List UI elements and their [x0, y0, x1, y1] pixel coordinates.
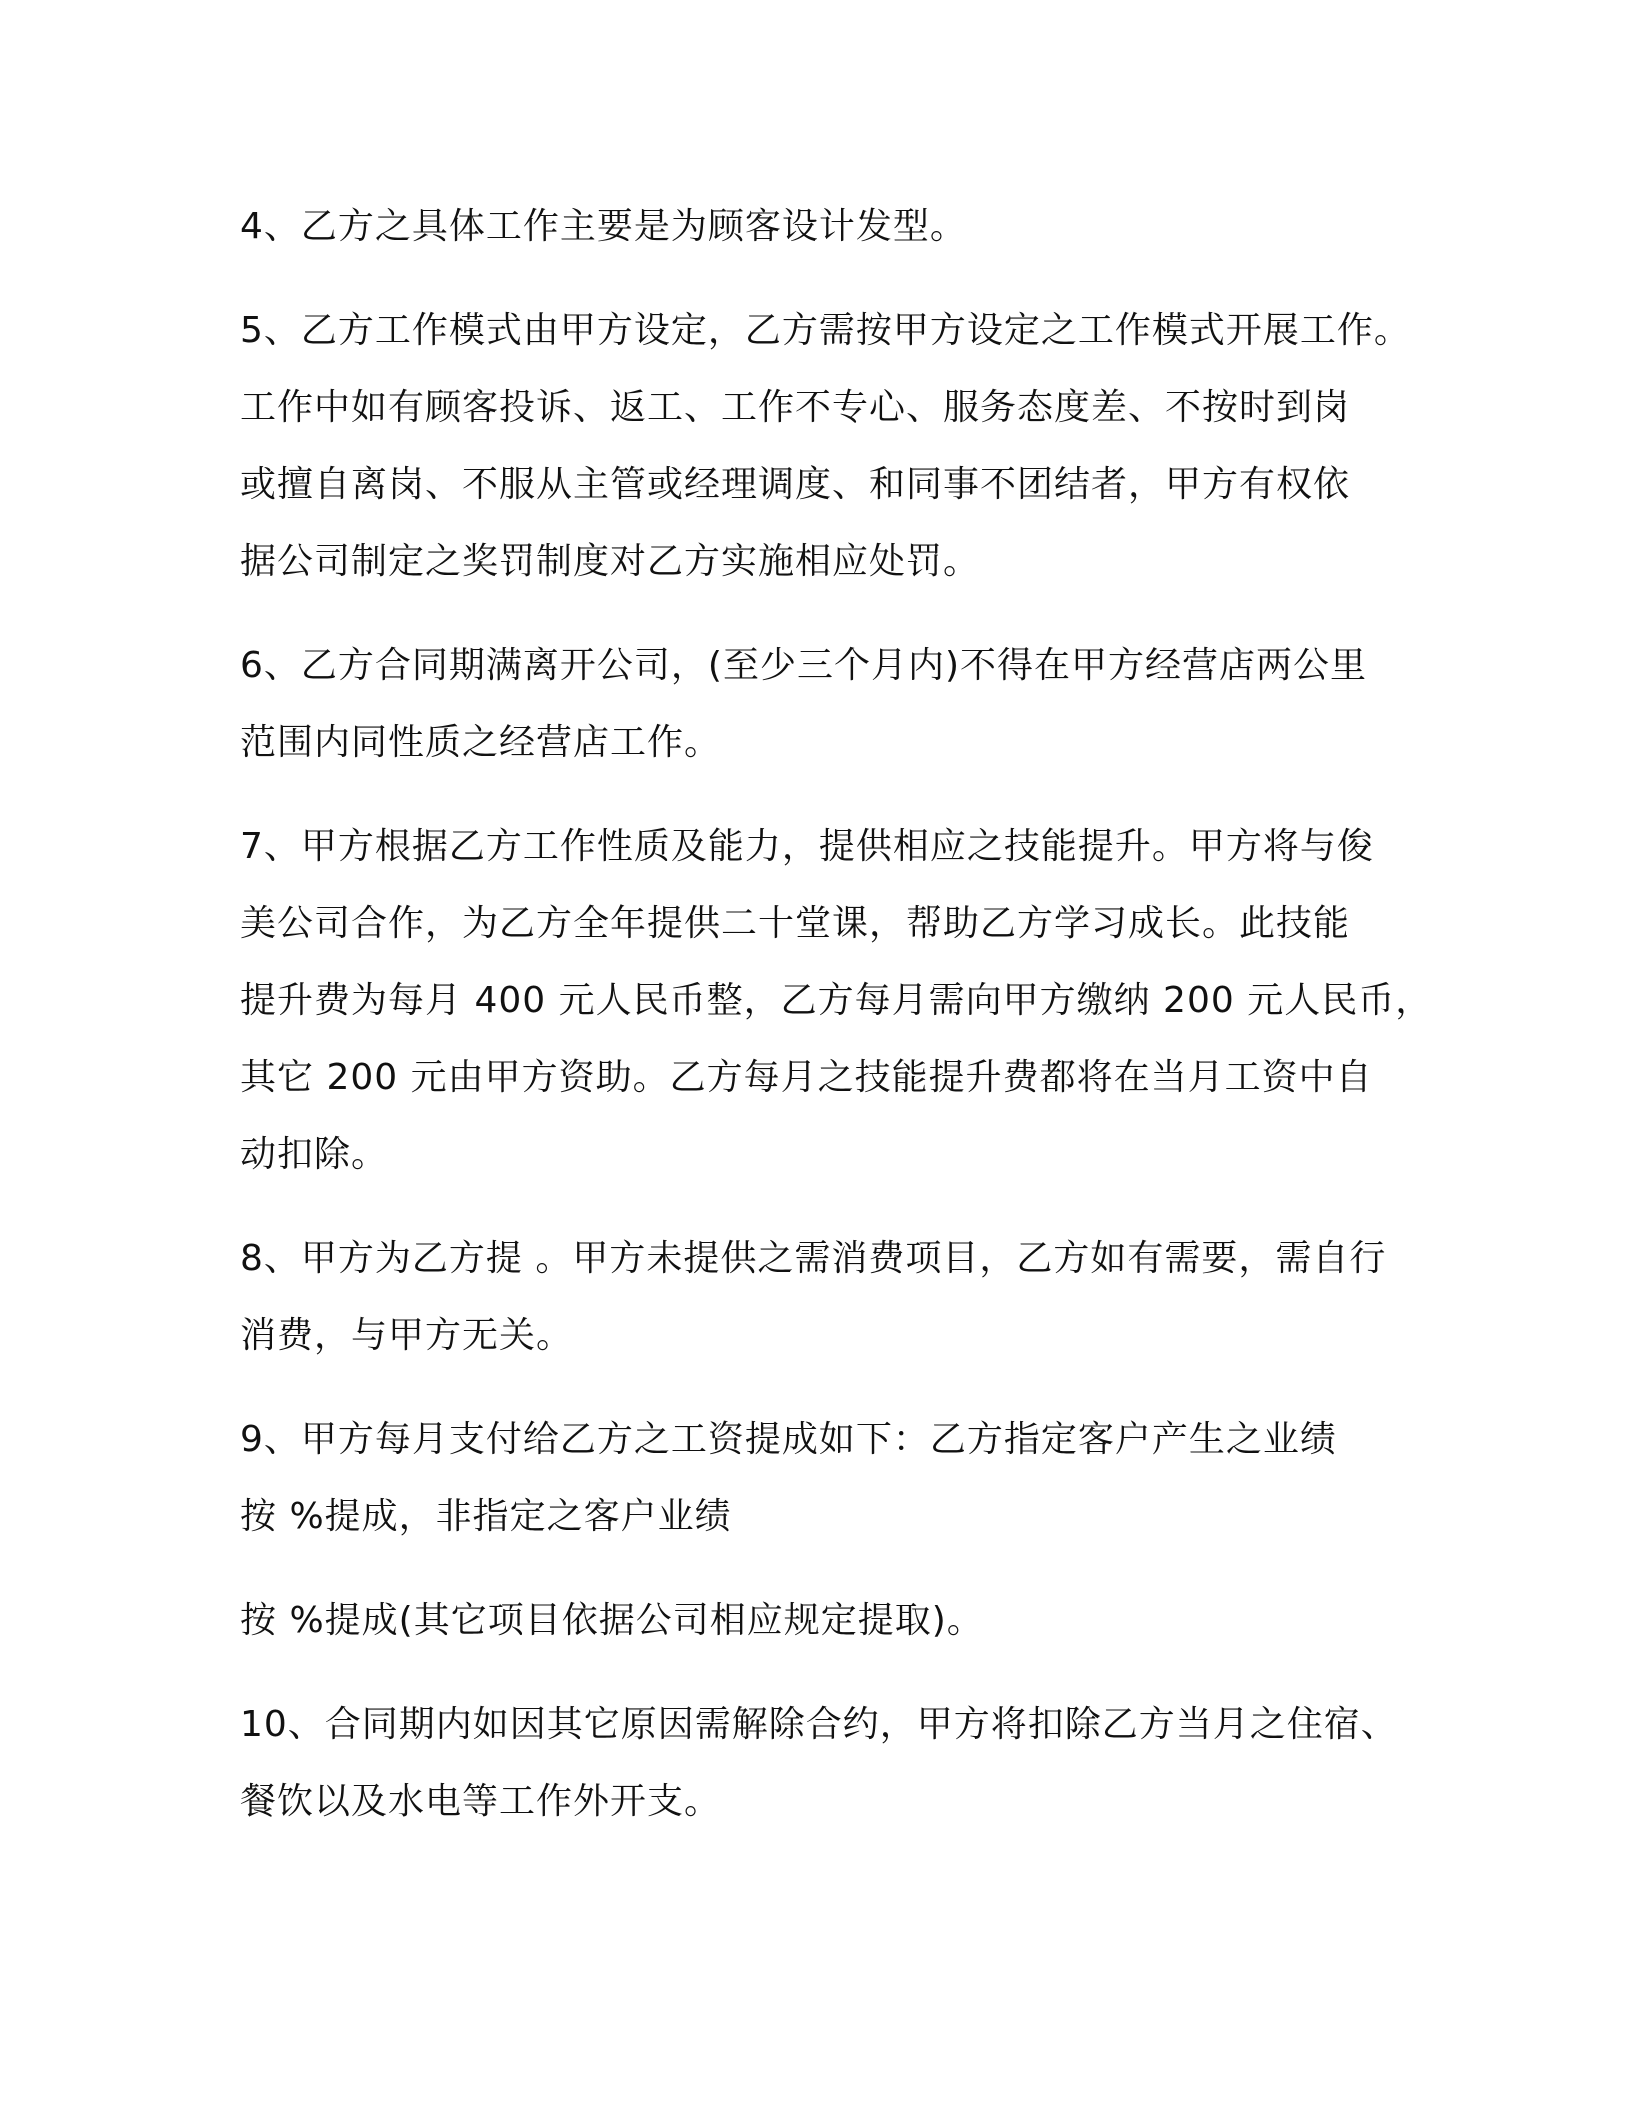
text-line: 按 %提成(其它项目依据公司相应规定提取)。	[240, 1600, 984, 1641]
clause-7	[240, 808, 1433, 1193]
text-line: 提升费为每月 400 元人民币整，乙方每月需向甲方缴纳 200 元人民币，	[240, 980, 1433, 1021]
text-line: 据公司制定之奖罚制度对乙方实施相应处罚。	[240, 541, 981, 582]
text-line: 按 %提成，非指定之客户业绩	[240, 1496, 732, 1537]
text-line: 4、乙方之具体工作主要是为顾客设计发型。	[240, 206, 967, 247]
document-body	[240, 188, 1433, 1867]
clause-6	[240, 627, 1420, 781]
clause-8	[240, 1220, 1420, 1374]
clause-9	[240, 1401, 1420, 1555]
clause-9-continued	[240, 1582, 1420, 1659]
text-line: 8、甲方为乙方提 。甲方未提供之需消费项目，乙方如有需要，需自行	[240, 1238, 1387, 1279]
text-line: 9、甲方每月支付给乙方之工资提成如下：乙方指定客户产生之业绩	[240, 1419, 1337, 1460]
text-line: 10、合同期内如因其它原因需解除合约，甲方将扣除乙方当月之住宿、	[240, 1704, 1398, 1745]
text-line: 或擅自离岗、不服从主管或经理调度、和同事不团结者，甲方有权依	[240, 464, 1351, 505]
text-line: 其它 200 元由甲方资助。乙方每月之技能提升费都将在当月工资中自	[240, 1057, 1373, 1098]
text-line: 6、乙方合同期满离开公司，(至少三个月内)不得在甲方经营店两公里	[240, 645, 1367, 686]
text-line: 5、乙方工作模式由甲方设定，乙方需按甲方设定之工作模式开展工作。	[240, 310, 1411, 351]
text-line: 消费，与甲方无关。	[240, 1315, 574, 1356]
clause-5	[240, 292, 1420, 600]
text-line: 美公司合作，为乙方全年提供二十堂课，帮助乙方学习成长。此技能	[240, 903, 1351, 944]
text-line: 动扣除。	[240, 1134, 389, 1175]
text-line: 工作中如有顾客投诉、返工、工作不专心、服务态度差、不按时到岗	[240, 387, 1351, 428]
clause-4	[240, 188, 1420, 265]
clause-10	[240, 1686, 1420, 1840]
text-line: 餐饮以及水电等工作外开支。	[240, 1781, 722, 1822]
text-line: 7、甲方根据乙方工作性质及能力，提供相应之技能提升。甲方将与俊	[240, 826, 1374, 867]
text-line: 范围内同性质之经营店工作。	[240, 722, 722, 763]
